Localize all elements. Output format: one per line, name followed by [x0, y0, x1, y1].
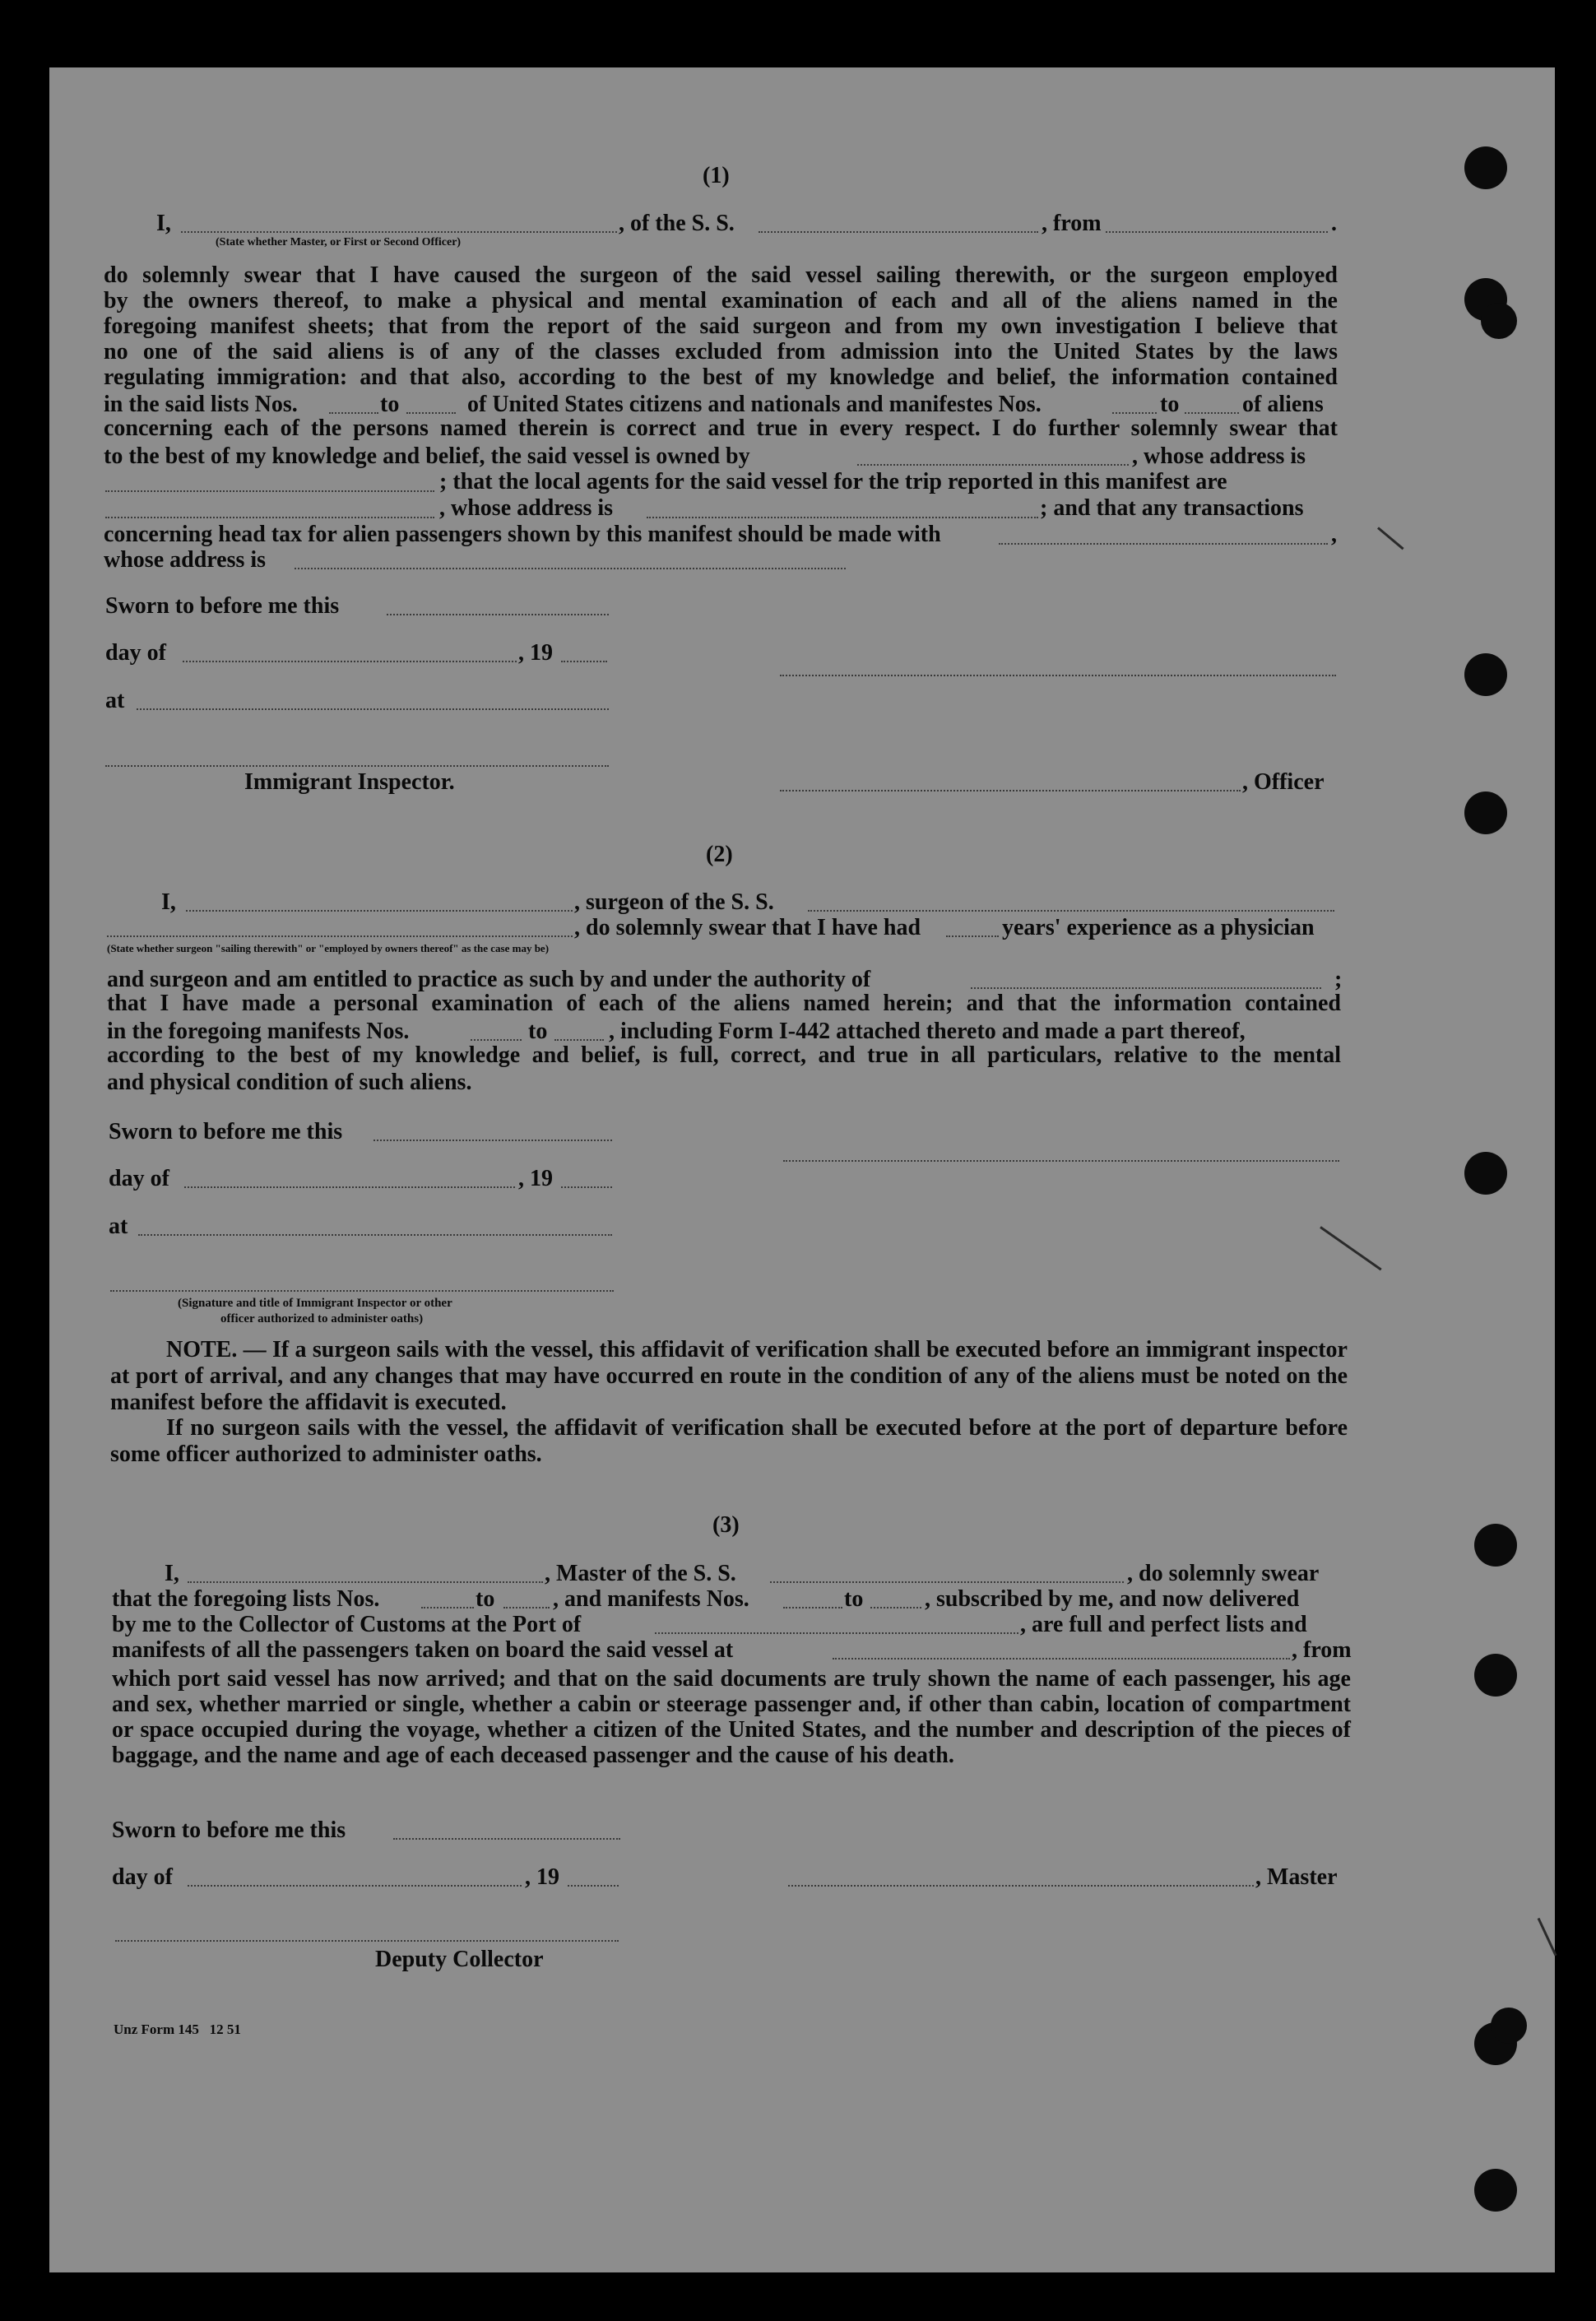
oath-line: , subscribed by me, and now delivered — [925, 1586, 1300, 1612]
blank-line — [181, 231, 617, 233]
oath-line: whose address is — [104, 547, 267, 573]
blank-line — [471, 1039, 522, 1041]
blank-line — [503, 1607, 550, 1608]
oath-line: do solemnly swear that I have caused the surgeon of the said vessel sailing therewith, or the surgeon employed — [104, 262, 1338, 288]
deputy-label: Deputy Collector — [375, 1947, 544, 1972]
oath-line: that the foregoing lists Nos. — [112, 1586, 380, 1612]
oath-line: , whose address is — [1132, 443, 1306, 469]
blank-line — [1185, 412, 1239, 414]
blank-line — [295, 568, 846, 569]
oath-line: to — [380, 392, 400, 417]
oath-line: ; that the local agents for the said vessel for the trip reported in this manifest are — [439, 469, 1227, 494]
oath-line: ; — [1334, 967, 1343, 992]
section-number: (1) — [703, 163, 730, 188]
blank-line — [833, 1658, 1290, 1660]
section-number: (3) — [712, 1512, 740, 1538]
field-instruction: (State whether Master, or First or Second Officer) — [216, 236, 462, 248]
blank-line — [393, 1838, 620, 1840]
section-number: (2) — [706, 842, 733, 867]
punch-hole — [1464, 653, 1507, 696]
year-label: , 19 — [525, 1864, 559, 1890]
note-paragraph: If no surgeon sails with the vessel, the affidavit of verification shall be executed before at the port of departure before some officer authorized to administer oaths. — [110, 1415, 1348, 1467]
blank-line — [554, 1039, 604, 1041]
blank-line — [1112, 412, 1157, 414]
blank-line — [647, 517, 1038, 518]
blank-line — [373, 1140, 612, 1141]
oath-line: I, — [165, 1561, 179, 1586]
punch-hole — [1481, 303, 1517, 339]
note-paragraph: NOTE. — If a surgeon sails with the vessel, this affidavit of verification shall be executed before an immigrant inspector at port of arrival, and any changes that may have occurred en route in the condition of any of the aliens must be noted on the manifest before the affidavit is executed. — [110, 1337, 1348, 1415]
oath-line: , of the S. S. — [619, 211, 735, 236]
blank-line — [186, 910, 573, 912]
oath-line: by the owners thereof, to make a physical and mental examination of each and all of the aliens named in the — [104, 288, 1338, 313]
blank-line — [188, 1885, 522, 1887]
oath-line: of aliens — [1242, 392, 1324, 417]
day-of-label: day of — [105, 640, 166, 666]
oath-line: years' experience as a physician — [1002, 915, 1315, 940]
signature-line — [110, 1290, 614, 1292]
punch-hole — [1464, 1152, 1507, 1195]
oath-line: , from — [1042, 211, 1102, 236]
oath-line: , Master of the S. S. — [545, 1561, 736, 1586]
signature-line — [780, 675, 1336, 676]
inspector-label: Immigrant Inspector. — [244, 769, 455, 795]
punch-hole — [1474, 2169, 1517, 2212]
punch-hole — [1474, 1524, 1517, 1567]
blank-line — [138, 1234, 612, 1236]
year-label: , 19 — [518, 1166, 553, 1191]
oath-line: , and manifests Nos. — [553, 1586, 749, 1612]
oath-line: I, — [161, 889, 176, 915]
blank-line — [783, 1607, 842, 1608]
oath-line: concerning head tax for alien passengers shown by this manifest should be made with — [104, 522, 941, 547]
oath-paragraph: which port said vessel has now arrived; and that on the said documents are truly shown the name of each passenger, his age and sex, whether married or single, whether a cabin or steerage passenger and, if other than cabin, location of compartment or space occupied during the voyage, whether a citizen of the United States, and the number and description of the pieces of baggage, and the name and age of each deceased passenger and the cause of his death. — [112, 1666, 1351, 1768]
officer-label: , Officer — [1242, 769, 1325, 795]
blank-line — [561, 661, 607, 662]
at-label: at — [109, 1214, 128, 1239]
signature-line — [788, 1885, 1254, 1887]
oath-line: , — [1331, 522, 1337, 547]
oath-line: , from — [1292, 1637, 1352, 1663]
oath-line: in the foregoing manifests Nos. — [107, 1019, 410, 1044]
signature-line — [780, 790, 1241, 791]
oath-line: according to the best of my knowledge and belief, is full, correct, and true in all particulars, relative to the mental — [107, 1042, 1341, 1068]
oath-line: concerning each of the persons named therein is correct and true in every respect. I do further solemnly swear that — [104, 415, 1338, 441]
oath-line: to — [476, 1586, 495, 1612]
oath-line: , whose address is — [439, 495, 614, 521]
blank-line — [184, 1186, 515, 1188]
day-of-label: day of — [109, 1166, 169, 1191]
oath-line: and surgeon and am entitled to practice as such by and under the authority of — [107, 967, 871, 992]
blank-line — [183, 661, 517, 662]
blank-line — [421, 1607, 474, 1608]
oath-line: , are full and perfect lists and — [1020, 1612, 1307, 1637]
oath-line: in the said lists Nos. — [104, 392, 298, 417]
oath-line: of United States citizens and nationals and manifestes Nos. — [467, 392, 1042, 417]
oath-line: regulating immigration: and that also, according to the best of my knowledge and belief, the information contained — [104, 364, 1338, 390]
blank-line — [999, 543, 1328, 545]
blank-line — [770, 1581, 1124, 1583]
at-label: at — [105, 688, 125, 713]
oath-line: and physical condition of such aliens. — [107, 1070, 472, 1095]
punch-hole — [1491, 2008, 1527, 2044]
signature-line — [105, 765, 609, 767]
oath-line: no one of the said aliens is of any of the classes excluded from admission into the United States by the laws — [104, 339, 1338, 364]
oath-line: foregoing manifest sheets; that from the report of the said surgeon and from my own investigation I believe that — [104, 313, 1338, 339]
blank-line — [857, 464, 1129, 466]
oath-line: to the best of my knowledge and belief, the said vessel is owned by — [104, 443, 750, 469]
oath-line: to — [1160, 392, 1180, 417]
signature-instruction: (Signature and title of Immigrant Inspector or other — [178, 1297, 452, 1310]
punch-hole — [1474, 1654, 1517, 1697]
year-label: , 19 — [518, 640, 553, 666]
oath-line: manifests of all the passengers taken on board the said vessel at — [112, 1637, 734, 1663]
blank-line — [808, 910, 1334, 912]
sworn-label: Sworn to before me this — [105, 593, 340, 619]
blank-line — [759, 231, 1038, 233]
signature-line — [783, 1160, 1339, 1162]
oath-line: , do solemnly swear — [1127, 1561, 1320, 1586]
oath-line: to — [844, 1586, 864, 1612]
blank-line — [137, 708, 609, 710]
blank-line — [655, 1632, 1018, 1634]
signature-line — [115, 1940, 619, 1942]
blank-line — [1106, 231, 1328, 233]
blank-line — [406, 412, 456, 414]
blank-line — [568, 1885, 619, 1887]
sworn-label: Sworn to before me this — [112, 1817, 346, 1843]
oath-line: that I have made a personal examination of each of the aliens named herein; and that the information contained — [107, 991, 1341, 1016]
punch-hole — [1464, 791, 1507, 834]
day-of-label: day of — [112, 1864, 173, 1890]
form-number: Unz Form 145 12 51 — [114, 2022, 241, 2037]
blank-line — [107, 935, 573, 937]
field-instruction: (State whether surgeon "sailing therewith" or "employed by owners thereof" as the case may be) — [107, 942, 550, 954]
oath-line: , surgeon of the S. S. — [574, 889, 774, 915]
blank-line — [329, 412, 378, 414]
blank-line — [561, 1186, 612, 1188]
blank-line — [105, 490, 434, 492]
blank-line — [105, 517, 434, 518]
blank-line — [387, 614, 609, 615]
oath-line: , do solemnly swear that I have had — [574, 915, 921, 940]
blank-line — [971, 987, 1321, 989]
oath-line: I, — [156, 211, 171, 236]
oath-line: . — [1331, 211, 1337, 236]
blank-line — [188, 1581, 543, 1583]
oath-line: to — [528, 1019, 548, 1044]
blank-line — [870, 1607, 921, 1608]
oath-line: , including Form I-442 attached thereto and made a part thereof, — [609, 1019, 1246, 1044]
oath-line: ; and that any transactions — [1040, 495, 1304, 521]
punch-hole — [1464, 146, 1507, 189]
oath-line: by me to the Collector of Customs at the Port of — [112, 1612, 582, 1637]
blank-line — [946, 935, 999, 937]
master-label: , Master — [1255, 1864, 1338, 1890]
signature-instruction: officer authorized to administer oaths) — [220, 1312, 424, 1325]
sworn-label: Sworn to before me this — [109, 1119, 343, 1144]
